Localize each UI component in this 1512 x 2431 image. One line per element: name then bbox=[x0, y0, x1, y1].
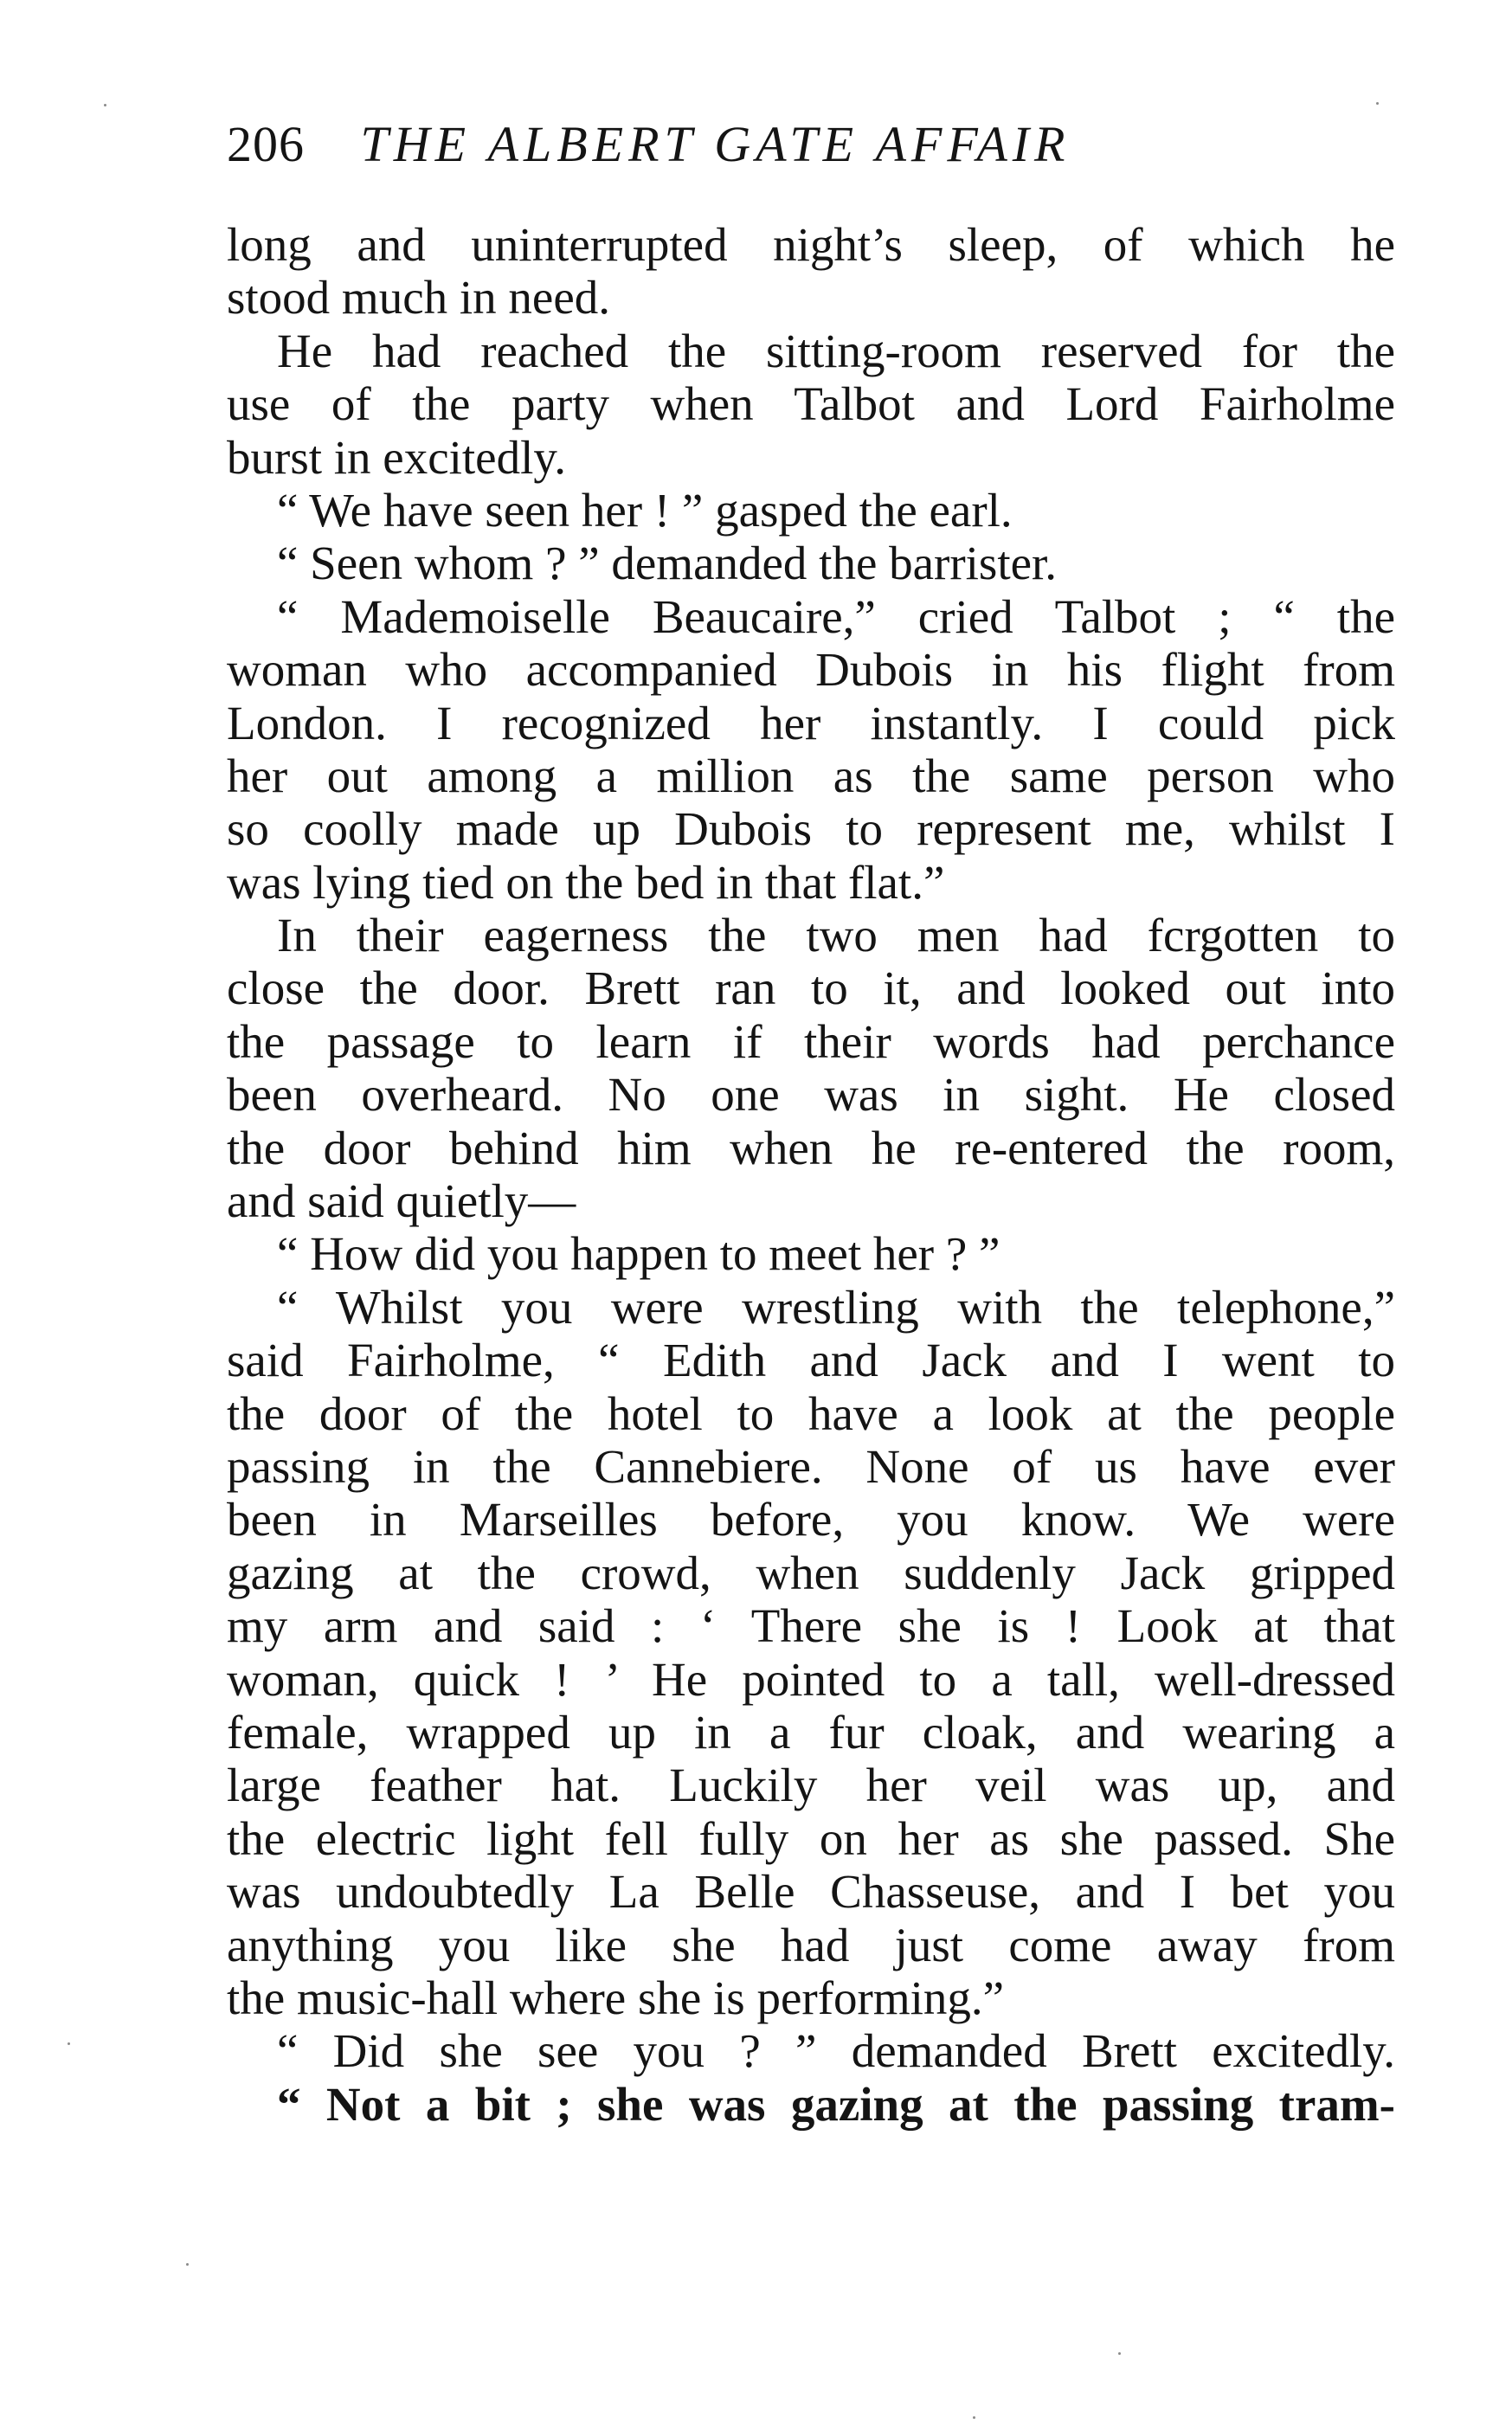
text-line: my arm and said : ‘ There she is ! Look at that bbox=[227, 1599, 1395, 1653]
text-line: the door behind him when he re-entered the room, bbox=[227, 1121, 1395, 1174]
text-line: the passage to learn if their words had perchance bbox=[227, 1014, 1395, 1068]
text-line: said Fairholme, “ Edith and Jack and I went to bbox=[227, 1334, 1395, 1387]
text-line: stood much in need. bbox=[227, 271, 610, 325]
text-line: large feather hat. Luckily her veil was up, and bbox=[227, 1759, 1395, 1812]
text-line: “ Whilst you were wrestling with the telephone,” bbox=[277, 1280, 1395, 1334]
text-line: “ Not a bit ; she was gazing at the passing tram- bbox=[277, 2077, 1395, 2131]
text-line: the electric light fell fully on her as she passed. She bbox=[227, 1811, 1395, 1865]
text-line: London. I recognized her instantly. I could pick bbox=[227, 696, 1395, 749]
page-header bbox=[227, 114, 1395, 175]
text-line: “ We have seen her ! ” gasped the earl. bbox=[277, 483, 1013, 537]
text-line: long and uninterrupted night’s sleep, of which he bbox=[227, 218, 1395, 271]
paper-speck bbox=[1376, 102, 1379, 105]
paper-speck bbox=[186, 2263, 189, 2266]
text-line: was lying tied on the bed in that flat.” bbox=[227, 855, 945, 909]
text-line: anything you like she had just come away from bbox=[227, 1918, 1395, 1971]
text-line: female, wrapped up in a fur cloak, and wearing a bbox=[227, 1705, 1395, 1759]
text-line: close the door. Brett ran to it, and looked out into bbox=[227, 961, 1395, 1015]
paper-speck bbox=[68, 2042, 70, 2045]
text-line: been in Marseilles before, you know. We were bbox=[227, 1493, 1395, 1547]
text-line: passing in the Cannebiere. None of us have ever bbox=[227, 1439, 1395, 1493]
text-line: so coolly made up Dubois to represent me, whilst I bbox=[227, 802, 1395, 856]
text-line: the music-hall where she is performing.” bbox=[227, 1971, 1005, 2024]
text-line: the door of the hotel to have a look at the people bbox=[227, 1386, 1395, 1440]
text-line: “ How did you happen to meet her ? ” bbox=[277, 1227, 1000, 1281]
text-line: woman, quick ! ’ He pointed to a tall, well-dressed bbox=[227, 1652, 1395, 1706]
text-line: burst in excitedly. bbox=[227, 430, 567, 484]
text-line: gazing at the crowd, when suddenly Jack gripped bbox=[227, 1546, 1395, 1599]
text-line: and said quietly— bbox=[227, 1174, 576, 1228]
text-line: “ Seen whom ? ” demanded the barrister. bbox=[277, 537, 1058, 590]
text-line: was undoubtedly La Belle Chasseuse, and I bet you bbox=[227, 1865, 1395, 1919]
running-title: THE ALBERT GATE AFFAIR bbox=[360, 116, 1071, 172]
text-line: woman who accompanied Dubois in his flight from bbox=[227, 643, 1395, 697]
page-number: 206 bbox=[227, 116, 305, 172]
paper-speck bbox=[973, 2416, 975, 2419]
text-line: In their eagerness the two men had fcrgotten to bbox=[277, 909, 1395, 962]
text-line: her out among a million as the same person who bbox=[227, 749, 1395, 802]
text-line: use of the party when Talbot and Lord Fairholme bbox=[227, 377, 1395, 431]
paper-speck bbox=[104, 104, 106, 106]
text-line: “ Did she see you ? ” demanded Brett excitedly. bbox=[277, 2024, 1395, 2078]
body-text bbox=[227, 218, 1395, 2131]
text-line: “ Mademoiselle Beaucaire,” cried Talbot ; “ the bbox=[277, 589, 1395, 643]
text-line: been overheard. No one was in sight. He closed bbox=[227, 1068, 1395, 1122]
paper-speck bbox=[1118, 2352, 1121, 2355]
text-line: He had reached the sitting-room reserved for the bbox=[277, 324, 1395, 377]
